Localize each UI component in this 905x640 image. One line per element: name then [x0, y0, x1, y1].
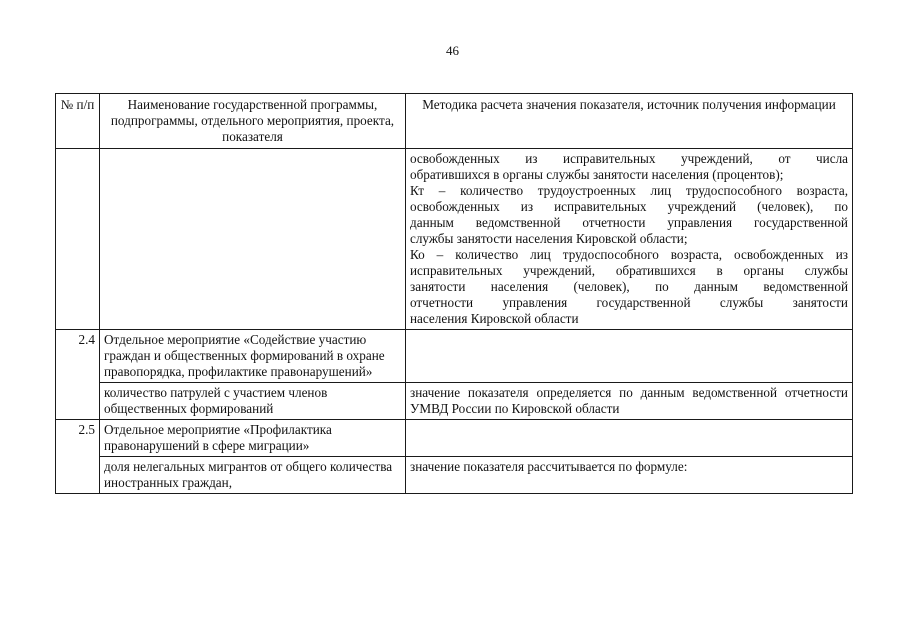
- method-line: занятости населения (человек), по данным ведомственной: [410, 279, 848, 294]
- row-number-empty: [56, 457, 100, 494]
- indicator-methodology-table: [55, 93, 853, 494]
- page-number: 46: [446, 43, 459, 58]
- indicator-name: количество патрулей с участием членов общественных формирований: [100, 383, 406, 420]
- row-number: 2.4: [56, 330, 100, 383]
- method-line: освобожденных из исправительных учреждений, от числа: [410, 151, 848, 166]
- indicator-method: значение показателя рассчитывается по формуле:: [406, 457, 853, 494]
- table-header-row: [56, 94, 853, 149]
- measure-name: Отдельное мероприятие «Содействие участию граждан и общественных формирований в охране правопорядка, профилактике правонарушений»: [100, 330, 406, 383]
- method-line: освобожденных из исправительных учреждений (человек), по: [410, 199, 848, 214]
- table-row-2-5: [56, 420, 853, 457]
- method-line: службы занятости населения Кировской области;: [410, 231, 688, 246]
- header-method: Методика расчета значения показателя, источник получения информации: [406, 94, 853, 149]
- method-line: данным ведомственной отчетности управления государственной: [410, 215, 848, 230]
- indicator-method: значение показателя определяется по данным ведомственной отчетности УМВД России по Кировской области: [406, 383, 853, 420]
- row-number-empty: [56, 383, 100, 420]
- row-number: 2.5: [56, 420, 100, 457]
- indicator-name: доля нелегальных мигрантов от общего количества иностранных граждан,: [100, 457, 406, 494]
- method-line: отчетности управления государственной службы занятости: [410, 295, 848, 310]
- method-line: обратившихся в органы службы занятости населения (процентов);: [410, 167, 784, 182]
- method-line: населения Кировской области: [410, 311, 579, 326]
- measure-method-empty: [406, 330, 853, 383]
- measure-name: Отдельное мероприятие «Профилактика правонарушений в сфере миграции»: [100, 420, 406, 457]
- header-name: Наименование государственной программы, подпрограммы, отдельного мероприятия, проекта, показателя: [100, 94, 406, 149]
- table-row-2-4-indicator: [56, 383, 853, 420]
- measure-method-empty: [406, 420, 853, 457]
- table-row-2-5-indicator: [56, 457, 853, 494]
- table-row-2-4: [56, 330, 853, 383]
- continuation-num-cell: [56, 149, 100, 330]
- continuation-name-cell: [100, 149, 406, 330]
- header-num: № п/п: [56, 94, 100, 149]
- continuation-method-cell: [406, 149, 853, 330]
- method-line: исправительных учреждений, обратившихся в органы службы: [410, 263, 848, 278]
- method-line: Ко – количество лиц трудоспособного возраста, освобожденных из: [410, 247, 848, 262]
- continuation-row: [56, 149, 853, 330]
- method-line: Кт – количество трудоустроенных лиц трудоспособного возраста,: [410, 183, 848, 198]
